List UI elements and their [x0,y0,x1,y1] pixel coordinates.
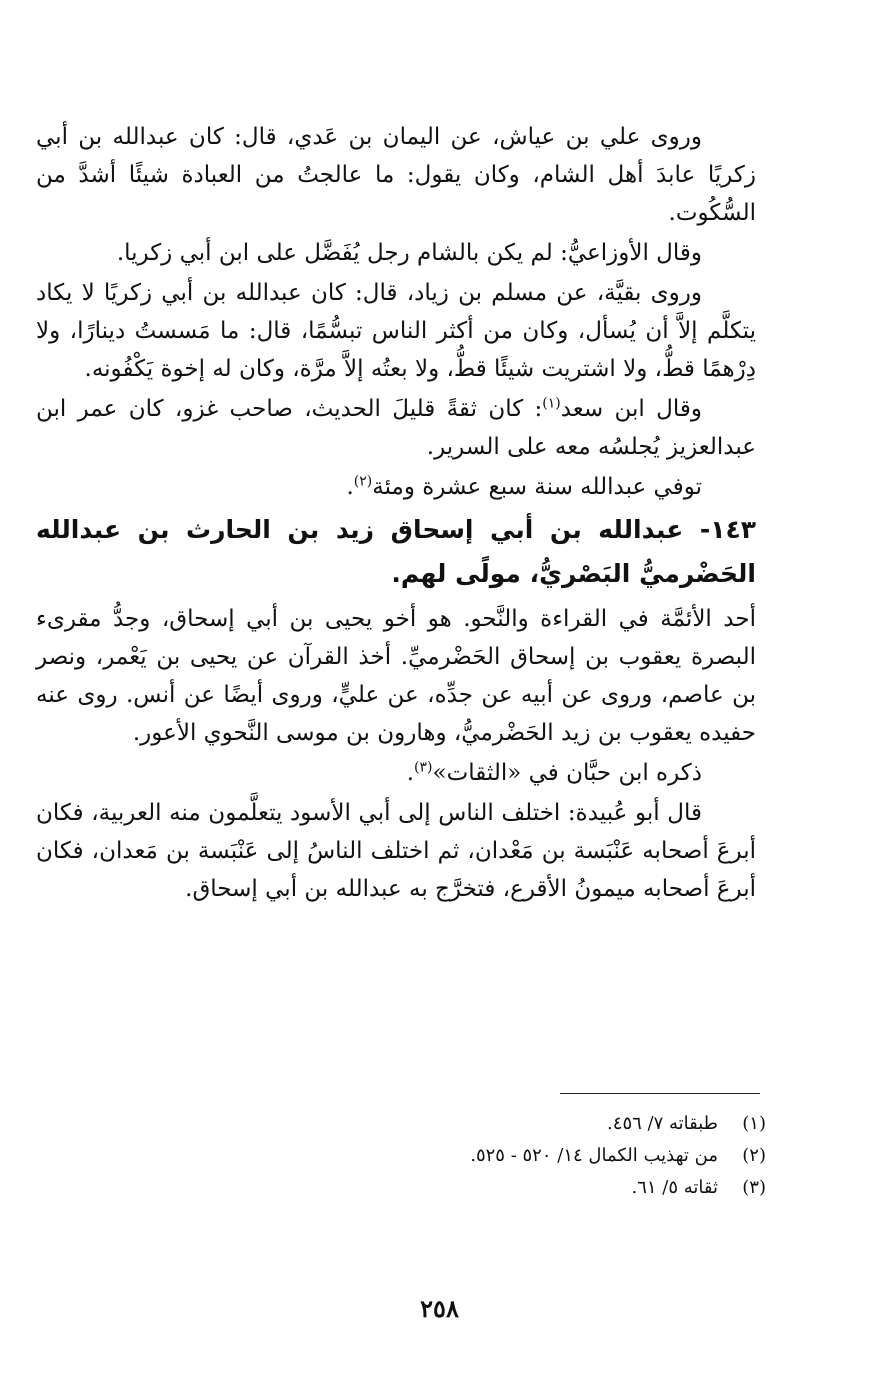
footnotes [36,1108,766,1204]
footnote-ref[interactable]: (٢) [353,473,373,490]
footnote-number: (١) [742,1113,766,1134]
paragraph [36,234,756,272]
footnote-text: ثقاته ٥/ ٦١. [631,1177,718,1198]
footnote-item [36,1108,766,1140]
paragraph-text: أحد الأئمَّة في القراءة والنَّحو. هو أخو يحيى بن أبي إسحاق، وجدُّ مقرىء البصرة يعقوب بن إسحاق الحَضْرميِّ. أخذ القرآن عن يحيى بن يَعْمر، ونصر بن عاصم، وروى عن أبيه عن جدِّه، عن عليٍّ، وروى أيضًا عن أنس. روى عنه حفيده يعقوب بن زيد الحَضْرميُّ، وهارون بن موسى النَّحوي الأعور. [36,606,756,746]
paragraph [36,390,756,466]
footnote-text: طبقاته ٧/ ٤٥٦. [607,1113,718,1134]
footnote-item [36,1140,766,1172]
footnote-number: (٢) [742,1145,766,1166]
page-number: ٢٥٨ [420,1294,459,1323]
paragraph-text: قال أبو عُبيدة: اختلف الناس إلى أبي الأسود يتعلَّمون منه العربية، فكان أبرعَ أصحابه عَنْبَسة بن مَعْدان، ثم اختلف الناسُ إلى عَنْبَسة بن مَعدان، فكان أبرعَ أصحابه ميمونُ الأقرع، فتخرَّج به عبدالله بن أبي إسحاق. [36,800,756,902]
paragraph [36,468,756,506]
paragraph [36,274,756,388]
page-body [36,118,756,910]
paragraph-text: وقال الأوزاعيُّ: لم يكن بالشام رجل يُفَضَّل على ابن أبي زكريا. [116,240,702,266]
footnote-ref[interactable]: (٣) [414,759,433,776]
footnote-text: من تهذيب الكمال ١٤/ ٥٢٠ - ٥٢٥. [470,1145,718,1166]
paragraph-text: وقال ابن سعد [560,396,702,422]
entry-heading: ١٤٣- عبدالله بن أبي إسحاق زيد بن الحارث بن عبدالله الحَضْرميُّ البَصْريُّ، مولًى لهم. [36,515,756,588]
footnote-item [36,1172,766,1204]
paragraph-text: توفي عبدالله سنة سبع عشرة ومئة [372,474,702,500]
paragraph-text: : كان ثقةً قليلَ الحديث، صاحب غزو، كان عمر ابن عبدالعزيز يُجلسُه معه على السرير. [36,396,756,460]
paragraph-text: . [406,760,415,786]
paragraph [36,754,756,792]
paragraph-text: . [346,474,354,500]
paragraph-text: وروى بقيَّة، عن مسلم بن زياد، قال: كان عبدالله بن أبي زكريًا لا يكاد يتكلَّم إلاَّ أن يُسأل، وكان من أكثر الناس تبسُّمًا، قال: ما مَسستُ دينارًا، ولا دِرْهمًا قطُّ، ولا اشتريت شيئًا قطُّ، ولا بعتُه إلاَّ مرَّة، وكان له إخوة يَكْفُونه. [36,280,756,382]
paragraph [36,794,756,908]
footnote-number: (٣) [742,1177,766,1198]
footnote-ref[interactable]: (١) [542,395,561,412]
paragraph-text: ذكره ابن حبَّان في «الثقات» [432,760,702,786]
footnote-divider [560,1093,760,1094]
paragraph-text: وروى علي بن عياش، عن اليمان بن عَدي، قال: كان عبدالله بن أبي زكريًا عابدَ أهل الشام، وكان يقول: ما عالجتُ من العبادة شيئًا أشدَّ من السُّكُوت. [36,124,756,226]
paragraph [36,600,756,752]
paragraph [36,118,756,232]
